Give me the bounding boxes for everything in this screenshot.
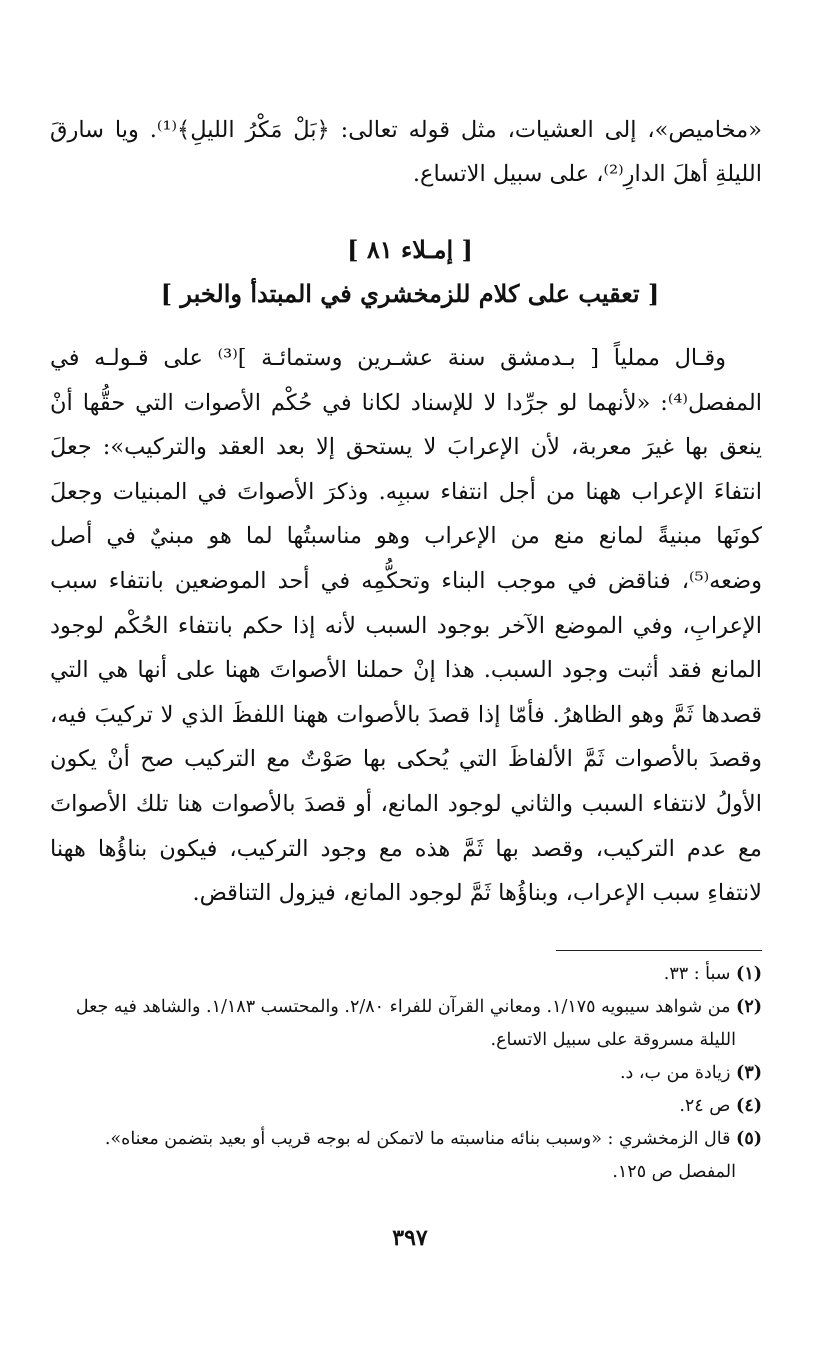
footnote-4 (50, 1090, 762, 1123)
page-number: ٣٩٧ (392, 1225, 428, 1251)
footnote-divider (556, 950, 762, 951)
intro-text: «مخاميص»، إلى العشيات، مثل قوله تعالى: ﴿بَلْ مَكْرُ الليلِ﴾⁽¹⁾. ويا سارقَ الليلةِ أهلَ الدارِ⁽²⁾، على سبيل الاتساع. (50, 117, 762, 187)
footnote-number: (٢) (736, 997, 762, 1017)
footnote-5 (50, 1123, 762, 1189)
intro-paragraph (50, 108, 762, 196)
imla-heading: [ إمـلاء ٨١ ] (347, 235, 473, 264)
footnote-text: من شواهد سيبويه ١/١٧٥. ومعاني القرآن للفراء ٢/٨٠. والمحتسب ١/١٨٣. والشاهد فيه جعل الليلة مسروقة على سبيل الاتساع. (75, 997, 736, 1050)
main-paragraph: وقـال مملياً [ بـدمشق سنة عشـرين وستمائـة ]⁽³⁾ على قـولـه في المفصل⁽⁴⁾: «لأنهما لو جرِّدا لا للإسناد لكانا في حُكْم الأصوات التي حقُّها أنْ ينعق بها غيرَ معربة، لأن الإعرابَ لا يستحق إلا بعد العقد والتركيب»: جعلَ انتفاءَ الإعراب ههنا من أجل انتفاء سببِه. وذكرَ الأصواتَ في المبنيات وجعلَ كونَها مبنيةً لمانع منع من الإعراب وهو مناسبتُها لما هو مبنيٌ في أصل وضعه⁽⁵⁾، فناقض في موجب البناء وتحكُّمِه في أحد الموضعين بانتفاء سبب الإعرابِ، وفي الموضع الآخر بوجود السبب لأنه إذا حكم بانتفاء الحُكْم لوجود المانع فقد أثبت وجود السبب. هذا إنْ حملنا الأصواتَ ههنا على أنها هي التي قصدها ثَمَّ وهو الظاهرُ. فأمّا إذا قصدَ بالأصوات ههنا اللفظَ الذي لا تركيبَ فيه، وقصدَ بالأصوات ثَمَّ الألفاظَ التي يُحكى بها صَوْتٌ مع التركيب صح أنْ يكون الأولُ لانتفاء السبب والثاني لوجود المانع، أو قصدَ بالأصوات هنا تلك الأصواتَ مع عدم التركيب، وقصد بها ثَمَّ هذه مع وجود التركيب، فيكون بناؤُها ههنا لانتفاءِ سبب الإعراب، وبناؤُها ثَمَّ لوجود المانع، فيزول التناقض. (50, 345, 762, 907)
footnote-text: ص ٢٤. (679, 1096, 731, 1116)
footnote-number: (٣) (736, 1063, 762, 1083)
footnote-2 (50, 991, 762, 1057)
footnote-1 (50, 958, 762, 991)
footnotes (50, 958, 762, 1189)
footnote-number: (١) (736, 964, 762, 984)
section-title: [ تعقيب على كلام للزمخشري في المبتدأ والخبر ] (160, 279, 660, 308)
section-heading (0, 228, 820, 316)
footnote-3 (50, 1057, 762, 1090)
footnote-text: سبأ : ٣٣. (663, 964, 731, 984)
main-text (50, 336, 762, 916)
footnote-number: (٤) (736, 1096, 762, 1116)
footnote-text: زيادة من ب، د. (619, 1063, 731, 1083)
footnote-text: قال الزمخشري : «وسبب بنائه مناسبته ما لاتمكن له بوجه قريب أو بعيد بتضمن معناه». المفصل ص ١٢٥. (104, 1129, 736, 1182)
footnote-number: (٥) (736, 1129, 762, 1149)
